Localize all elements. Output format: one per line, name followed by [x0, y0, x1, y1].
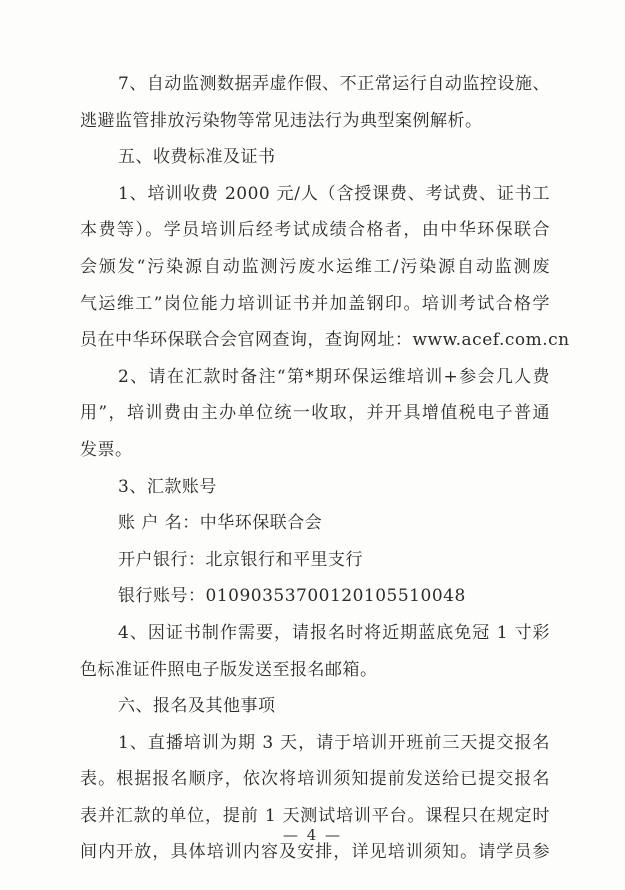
text-line: 本费等）。学员培训后经考试成绩合格者，由中华环保联合 — [80, 220, 550, 241]
account-name: 账 户 名：中华环保联合会 — [118, 513, 323, 534]
text-line: 会颁发“污染源自动监测污废水运维工/污染源自动监测废 — [80, 256, 550, 277]
text-line: 用”，培训费由主办单位统一收取，并开具增值税电子普通 — [80, 403, 550, 424]
text-line: 2、请在汇款时备注“第*期环保运维培训+参会几人费 — [118, 366, 550, 387]
text-line: 逃避监管排放污染物等常见违法行为典型案例解析。 — [80, 110, 483, 131]
text-line: 7、自动监测数据弄虚作假、不正常运行自动监控设施、 — [118, 74, 550, 94]
text-line: 1、直播培训为期 3 天，请于培训开班前三天提交报名 — [118, 732, 550, 753]
text-line: 气运维工”岗位能力培训证书并加盖钢印。培训考试合格学 — [80, 293, 550, 314]
page-number: — 4 — — [282, 826, 343, 844]
account-number: 银行账号：01090353700120105510048 — [118, 586, 466, 607]
text-line: 发票。 — [80, 439, 133, 460]
text-line: 色标准证件照电子版发送至报名邮箱。 — [80, 659, 378, 680]
account-bank: 开户银行：北京银行和平里支行 — [118, 549, 363, 570]
text-line: 表。根据报名顺序，依次将培训须知提前发送给已提交报名 — [80, 769, 550, 790]
text-line: 1、培训收费 2000 元/人（含授课费、考试费、证书工 — [118, 183, 550, 204]
account-heading: 3、汇款账号 — [118, 476, 217, 497]
text-line: 表并汇款的单位，提前 1 天测试培训平台。课程只在规定时 — [80, 805, 550, 826]
section-heading: 五、收费标准及证书 — [118, 147, 276, 168]
section-heading: 六、报名及其他事项 — [118, 696, 276, 717]
page-content — [80, 66, 570, 871]
text-line: 间内开放，具体培训内容及安排，详见培训须知。请学员参 — [80, 842, 550, 863]
text-line: 4、因证书制作需要，请报名时将近期蓝底免冠 1 寸彩 — [118, 622, 550, 643]
text-line: 员在中华环保联合会官网查询，查询网址：www.acef.com.cn — [80, 330, 570, 351]
